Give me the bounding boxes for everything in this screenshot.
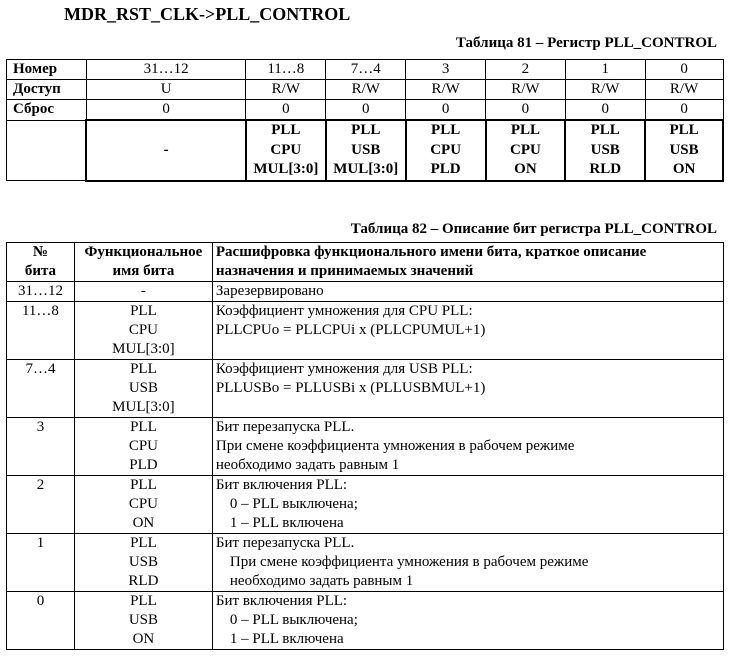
table-cell: R/W [565,80,645,100]
table-cell: 0 [645,100,723,121]
table-cell: 1 [565,60,645,80]
table-cell: R/W [645,80,723,100]
bit-description-cell: Бит перезапуска PLL. При смене коэффициента умножения в рабочем режиме необходимо задать равным 1 [212,534,723,592]
field-name-cell: PLL CPU ON [486,120,566,181]
bit-name-cell: PLL USB ON [74,592,212,650]
register-reset-row [7,100,724,121]
table-cell: 0 [326,100,406,121]
field-name-cell: - [86,120,245,181]
table-cell: 31…12 [86,60,245,80]
table-cell: 3 [406,60,486,80]
table-row [7,282,724,302]
header-cell: Функциональное имя бита [74,243,212,282]
bit-description-cell: Коэффициент умножения для USB PLL: PLLUSBo = PLLUSBi x (PLLUSBMUL+1) [212,360,723,418]
table-cell: 11…8 [246,60,326,80]
register-field-names-row [7,120,724,181]
field-name-cell: PLL CPU PLD [406,120,486,181]
bit-number-cell: 0 [7,592,75,650]
table-cell: R/W [326,80,406,100]
row-label: Номер [7,60,87,80]
bit-description-cell: Бит включения PLL: 0 – PLL выключена; 1 – PLL включена [212,592,723,650]
bit-description-cell: Зарезервировано [212,282,723,302]
table-cell: 0 [406,100,486,121]
row-label: Доступ [7,80,87,100]
table-cell: 0 [486,100,566,121]
bit-number-cell: 2 [7,476,75,534]
bit-number-cell: 11…8 [7,302,75,360]
table-82-caption: Таблица 82 – Описание бит регистра PLL_CONTROL [350,221,717,237]
row-label [7,120,87,181]
bit-number-cell: 1 [7,534,75,592]
table-cell: 0 [645,60,723,80]
bit-name-cell: PLL CPU MUL[3:0] [74,302,212,360]
table-row [7,476,724,534]
header-cell: № бита [7,243,75,282]
table-cell: 0 [86,100,245,121]
bit-description-table [6,242,724,650]
bit-number-cell: 3 [7,418,75,476]
field-name-cell: PLL USB RLD [565,120,645,181]
table-row [7,534,724,592]
bit-description-cell: Бит включения PLL: 0 – PLL выключена; 1 – PLL включена [212,476,723,534]
bit-description-cell: Коэффициент умножения для CPU PLL: PLLCPUo = PLLCPUi x (PLLCPUMUL+1) [212,302,723,360]
table-header-row [7,243,724,282]
table-row [7,360,724,418]
page-heading: MDR_RST_CLK->PLL_CONTROL [64,4,351,24]
bit-name-cell: PLL CPU PLD [74,418,212,476]
bit-description-cell: Бит перезапуска PLL. При смене коэффициента умножения в рабочем режиме необходимо задать равным 1 [212,418,723,476]
table-cell: 2 [486,60,566,80]
field-name-cell: PLL USB MUL[3:0] [326,120,406,181]
table-cell: R/W [486,80,566,100]
table-cell: 7…4 [326,60,406,80]
register-number-row [7,60,724,80]
bit-number-cell: 31…12 [7,282,75,302]
bit-name-cell: - [74,282,212,302]
table-cell: 0 [246,100,326,121]
register-table [6,59,724,182]
field-name-cell: PLL CPU MUL[3:0] [246,120,326,181]
table-cell: R/W [246,80,326,100]
table-row [7,418,724,476]
bit-name-cell: PLL USB MUL[3:0] [74,360,212,418]
table-cell: R/W [406,80,486,100]
bit-name-cell: PLL CPU ON [74,476,212,534]
register-access-row [7,80,724,100]
table-row [7,592,724,650]
table-cell: 0 [565,100,645,121]
field-name-cell: PLL USB ON [645,120,723,181]
table-cell: U [86,80,245,100]
bit-name-cell: PLL USB RLD [74,534,212,592]
table-81-caption: Таблица 81 – Регистр PLL_CONTROL [455,35,717,51]
row-label: Сброс [7,100,87,121]
table-row [7,302,724,360]
header-cell: Расшифровка функционального имени бита, краткое описание назначения и принимаемых значений [212,243,723,282]
bit-number-cell: 7…4 [7,360,75,418]
